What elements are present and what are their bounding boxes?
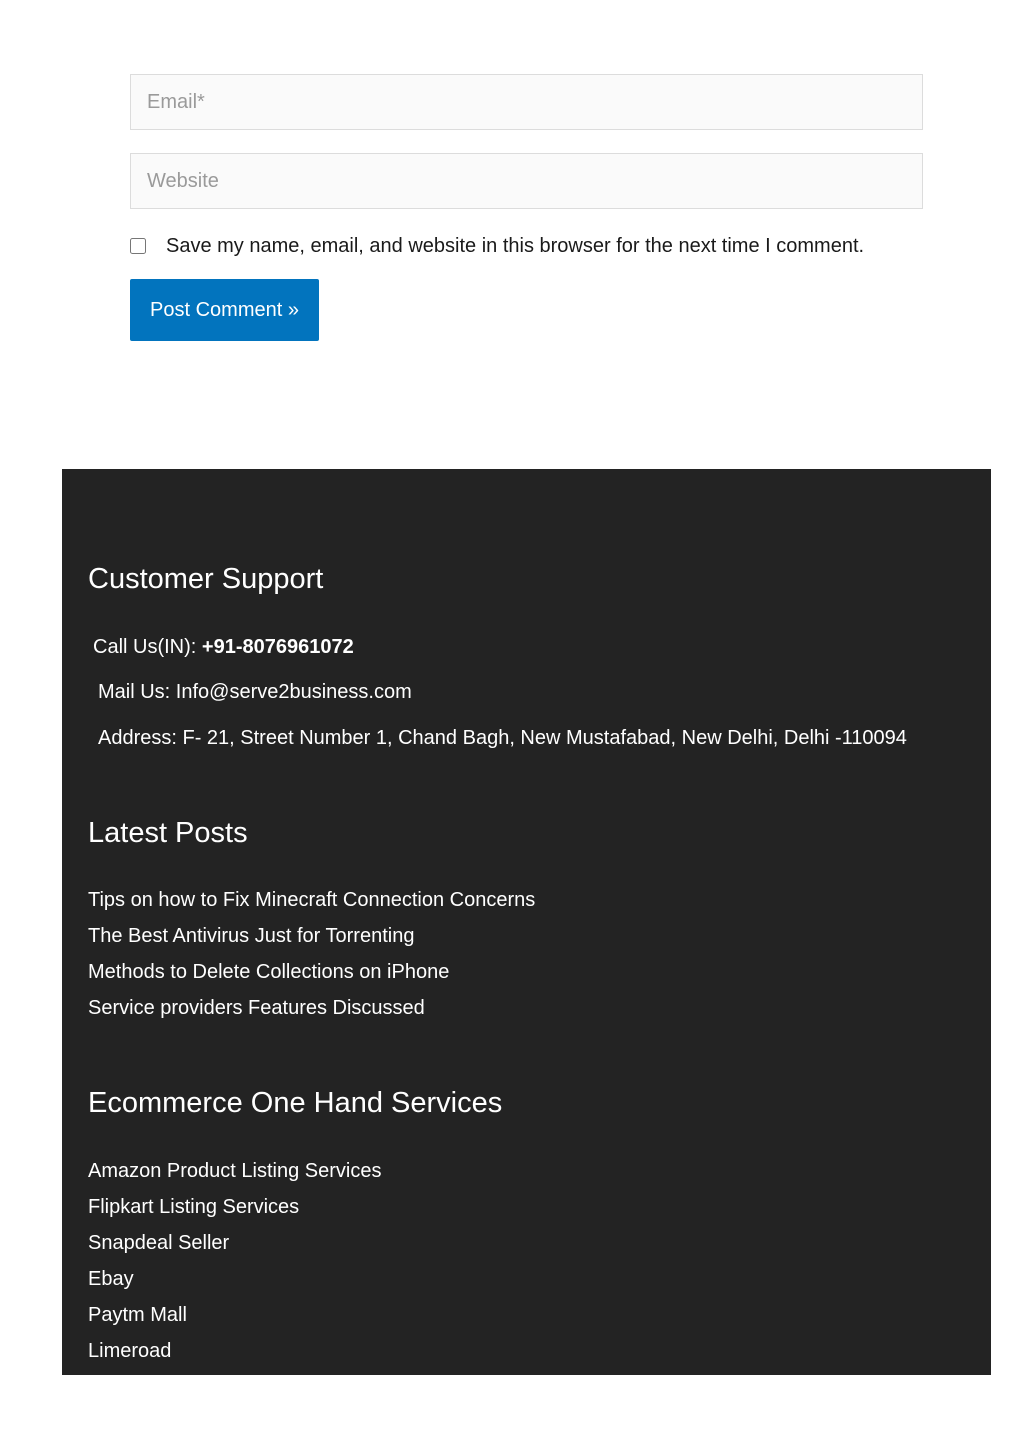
ecommerce-service-item [88, 1159, 381, 1195]
ecommerce-service-link[interactable]: Amazon Product Listing Services [88, 1160, 382, 1182]
latest-posts-list [88, 888, 535, 1032]
latest-post-link[interactable]: Methods to Delete Collections on iPhone [88, 961, 450, 983]
ecommerce-service-item [88, 1195, 381, 1231]
save-info-label[interactable]: Save my name, email, and website in this browser for the next time I comment. [166, 235, 865, 257]
ecommerce-service-link[interactable]: Flipkart Listing Services [88, 1196, 300, 1218]
call-us-label: Call Us(IN): [93, 636, 202, 658]
latest-post-link[interactable]: Service providers Features Discussed [88, 997, 425, 1019]
post-comment-button[interactable]: Post Comment » [130, 279, 319, 341]
ecommerce-services-heading: Ecommerce One Hand Services [88, 1087, 503, 1119]
ecommerce-service-link[interactable]: Snapdeal Seller [88, 1232, 230, 1254]
website-input[interactable] [130, 153, 923, 209]
ecommerce-services-list [88, 1159, 381, 1375]
ecommerce-service-item [88, 1231, 381, 1267]
call-us-line [93, 636, 354, 659]
latest-post-item [88, 996, 535, 1032]
address-line: Address: F- 21, Street Number 1, Chand Bagh, New Mustafabad, New Delhi, Delhi -110094 [98, 727, 907, 749]
email-input[interactable] [130, 74, 923, 130]
save-info-checkbox[interactable] [130, 238, 146, 254]
latest-post-link[interactable]: The Best Antivirus Just for Torrenting [88, 925, 415, 947]
ecommerce-service-link[interactable]: Paytm Mall [88, 1304, 187, 1326]
latest-post-link[interactable]: Tips on how to Fix Minecraft Connection Concerns [88, 889, 536, 911]
ecommerce-service-link[interactable]: Ebay [88, 1268, 134, 1290]
site-footer [62, 469, 991, 1375]
ecommerce-service-item [88, 1303, 381, 1339]
consent-row [130, 235, 923, 259]
ecommerce-service-link[interactable]: Limeroad [88, 1340, 172, 1362]
comment-form [130, 74, 923, 341]
ecommerce-service-item [88, 1267, 381, 1303]
latest-post-item [88, 960, 535, 996]
latest-post-item [88, 924, 535, 960]
latest-posts-heading: Latest Posts [88, 817, 248, 849]
mail-us-line: Mail Us: Info@serve2business.com [98, 681, 412, 703]
phone-number[interactable]: +91-8076961072 [201, 636, 354, 658]
ecommerce-service-item [88, 1339, 381, 1375]
latest-post-item [88, 888, 535, 924]
customer-support-heading: Customer Support [88, 563, 324, 595]
